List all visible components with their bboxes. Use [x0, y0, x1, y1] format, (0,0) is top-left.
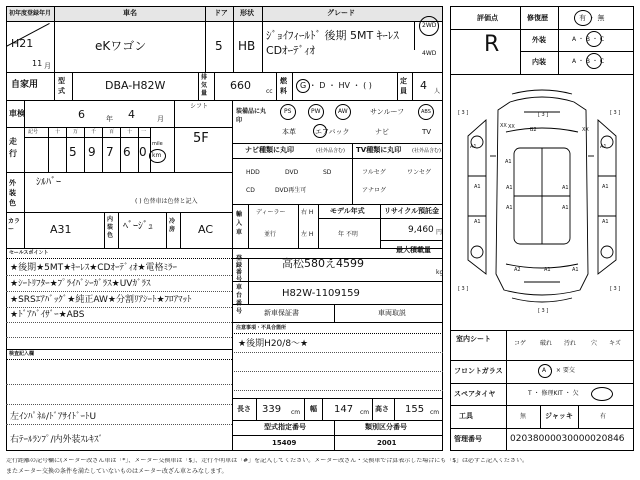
dotted-line — [6, 384, 232, 385]
shift-label: シフト — [190, 103, 209, 110]
damage-mark: A2 — [514, 267, 521, 273]
seat-option: 破れ — [540, 340, 553, 347]
dotted-line — [6, 291, 232, 292]
import-right: 右 H — [301, 209, 314, 216]
class-value: 2001 — [377, 439, 397, 447]
chassis-label: 車台番号 — [236, 284, 243, 315]
dotted-line — [6, 322, 232, 323]
svg-text:[ 3 ]: [ 3 ] — [610, 286, 621, 292]
divider — [24, 100, 25, 248]
divider — [256, 398, 257, 420]
interior-rating-label: 内装 — [532, 58, 546, 66]
equip-sunroof: サンルーフ — [370, 108, 405, 116]
length-label: 長さ — [237, 405, 251, 413]
windshield-value: A ・ × 要交 — [542, 367, 575, 374]
length-value: 339 — [262, 404, 282, 415]
damage-mark: A1 — [505, 159, 512, 165]
divider — [298, 204, 299, 248]
door-count: 5 — [215, 39, 223, 53]
tools-value: 無 — [520, 413, 527, 420]
divider — [6, 212, 232, 213]
navi-item: DVD再生可 — [275, 187, 307, 194]
divider — [520, 51, 634, 52]
navi-item: SD — [323, 169, 332, 176]
reg-month-unit: 月 — [44, 62, 51, 70]
tv-title: TV種類に丸印 — [356, 146, 402, 154]
divider — [166, 212, 167, 248]
exterior-note: ( ) 色替車は色替と記入 — [135, 198, 198, 205]
divider — [232, 158, 443, 159]
windshield-label: フロントガラス — [454, 367, 503, 375]
model-value: DBA-H82W — [105, 79, 166, 92]
shift-value: 5F — [193, 131, 209, 146]
chassis-value: H82W-1109159 — [282, 288, 360, 299]
tv-note: (社外品含む) — [412, 148, 441, 154]
equip-tv: TV — [422, 128, 432, 136]
exterior-value: ｼﾙﾊﾞｰ — [36, 177, 61, 188]
inspector-line: 左ｲﾝﾊﾟﾈﾙ/ﾄﾞｱｻｲﾄﾞｰﾄU — [10, 412, 97, 422]
shape-label: 形状 — [240, 9, 254, 17]
inspection-label: 車検 — [9, 109, 25, 118]
color-label: カラー — [8, 218, 21, 233]
equip-navi: ナビ — [375, 128, 389, 136]
divider — [397, 72, 398, 100]
divider — [232, 398, 443, 399]
divider — [48, 127, 49, 172]
model-year-label: モデル年式 — [330, 207, 365, 215]
divider — [232, 100, 233, 248]
damage-mark: A1 — [474, 184, 481, 190]
equip-pw: PW — [311, 108, 321, 115]
grade-value: ｼﾞｮｲﾌｨｰﾙﾄﾞ 後期 5MT ｷｰﾚｽ CDｵｰﾃﾞｨｵ — [266, 29, 399, 57]
divider — [232, 322, 443, 323]
reg-label: 初年度登録年月 — [9, 10, 52, 17]
mileage-label: 走行 — [9, 137, 17, 158]
mileage-digit: 5 — [69, 145, 77, 159]
divider — [6, 258, 232, 259]
divider — [322, 398, 323, 420]
fuel-value: G ・ D ・ HV ・ ( ) — [300, 81, 372, 90]
width-unit: cm — [360, 409, 370, 416]
divider — [450, 29, 634, 30]
svg-text:[ 3 ]: [ 3 ] — [610, 110, 621, 116]
digit-header: 万 — [73, 129, 79, 135]
displacement-value: 660 — [230, 79, 251, 92]
tv-item: フルセグ — [362, 169, 386, 176]
height-label: 高さ — [375, 405, 389, 413]
divider — [292, 72, 293, 100]
divider — [205, 6, 206, 72]
divider — [248, 258, 249, 304]
divider — [334, 304, 335, 322]
tools-label: 工具 — [459, 412, 473, 420]
divider — [276, 72, 277, 100]
navi-item: DVD — [285, 169, 299, 176]
mgmt-value: 02038000030000020846 — [510, 434, 625, 444]
digit-header: 百 — [109, 129, 115, 135]
divider — [372, 398, 373, 420]
name-label: 車名 — [123, 9, 137, 17]
divider — [352, 143, 353, 204]
divider — [412, 72, 413, 100]
divider — [198, 72, 199, 100]
seat-option: 穴 — [591, 340, 598, 347]
repair-value: 有 ・ 無 — [579, 14, 605, 22]
dotted-line — [232, 390, 443, 391]
divider — [174, 100, 175, 172]
divider — [232, 281, 443, 282]
divider — [450, 405, 634, 406]
damage-mark: A1 — [474, 219, 481, 225]
interior-color-value: ﾍﾞｰｼﾞｭ — [123, 221, 153, 232]
navi-title: ナビ種類に丸印 — [245, 146, 294, 154]
damage-mark: A1 — [506, 185, 513, 191]
divider — [232, 333, 443, 334]
divider — [318, 218, 443, 219]
body-shape: HB — [238, 39, 256, 53]
capacity-unit: 人 — [434, 88, 441, 95]
divider — [450, 383, 634, 384]
damage-mark: XX — [508, 124, 515, 130]
type-value: 15409 — [272, 439, 297, 447]
divider — [380, 204, 381, 248]
car-damage-diagram — [450, 76, 634, 326]
damage-mark: A1 — [562, 205, 569, 211]
inspection-year-unit: 年 — [106, 115, 113, 123]
divider — [6, 172, 232, 173]
model-year-value: 年 不明 — [338, 231, 358, 238]
drive-2wd: 2WD — [422, 22, 437, 29]
divider — [6, 359, 232, 360]
equip-abs: ABS — [421, 109, 431, 115]
exterior-label: 外装色 — [9, 179, 16, 207]
divider — [414, 22, 415, 50]
ac-value: AC — [198, 223, 214, 236]
max-load-label: 最大積載量 — [396, 246, 431, 254]
import-parallel: 並行 — [264, 231, 277, 238]
divider — [120, 127, 121, 172]
ac-label: 冷房 — [169, 218, 176, 233]
spare-label: スペアタイヤ — [454, 390, 496, 398]
sales-point-line: ★ﾄﾞｱﾊﾞｲｻﾞｰ★ABS — [10, 310, 85, 320]
divider — [104, 212, 105, 248]
drive-4wd: 4WD — [422, 50, 437, 57]
divider — [118, 212, 119, 248]
divider — [232, 420, 443, 421]
divider — [54, 72, 55, 100]
interior-color-label: 内装色 — [107, 216, 114, 239]
notes-label: 注意事項・不具合箇所 — [236, 325, 287, 331]
warranty-new: 新車保証書 — [264, 309, 299, 317]
damage-mark: A1 — [470, 144, 477, 150]
damage-mark: A1 — [562, 185, 569, 191]
recycle-label: リサイクル預託金 — [384, 207, 440, 215]
eval-value: R — [484, 32, 500, 57]
car-name: eKワゴン — [95, 39, 147, 53]
damage-mark: A1 — [602, 184, 609, 190]
type-label: 型式指定番号 — [264, 423, 306, 431]
footer-line: 走行距離の記号欄に(メーター改ざん車は「*」、メーター交換車は「$」、走行不明車は「#」を記入してください。メーター改ざん・交換車で合算表示した場合にも「$」は必ずご記入ください。 — [6, 458, 529, 464]
spare-value: T ・ 修理KIT ・ 欠 — [528, 390, 579, 397]
divider — [54, 6, 55, 72]
svg-text:[ 3 ]: [ 3 ] — [458, 110, 469, 116]
inspector-label: 検査記入欄 — [9, 351, 35, 357]
damage-mark: B2 — [530, 127, 537, 133]
exterior-rating-value: A ・ B ・ C — [572, 36, 605, 43]
dotted-line — [6, 307, 232, 308]
dotted-line — [6, 424, 232, 425]
mileage-digit: 9 — [88, 145, 96, 159]
height-unit: cm — [430, 409, 440, 416]
mileage-digit: 6 — [123, 145, 131, 159]
equip-airbag: エアバック — [315, 128, 350, 136]
dotted-line — [232, 371, 443, 372]
divider — [232, 435, 443, 436]
mileage-digit: 0 — [139, 145, 147, 159]
sales-point-line: ★ｼｰﾄﾘﾌﾀｰ★ﾌﾟﾗｲﾊﾞｼｰｶﾞﾗｽ★UVｶﾞﾗｽ — [10, 279, 151, 289]
sales-points-label: セールスポイント — [9, 250, 49, 256]
divider — [380, 240, 443, 241]
displacement-unit: cc — [266, 88, 273, 95]
dotted-line — [6, 404, 232, 405]
divider — [6, 248, 443, 249]
inspection-year: 6 — [78, 108, 85, 121]
divider — [72, 72, 73, 100]
grade-label: グレード — [327, 9, 355, 17]
divider — [304, 398, 305, 420]
divider — [232, 204, 443, 205]
divider — [506, 330, 507, 451]
mgmt-label: 管理番号 — [454, 435, 482, 443]
capacity-label: 定員 — [400, 77, 407, 95]
divider — [232, 304, 443, 305]
width-label: 幅 — [310, 405, 317, 413]
inspection-month-unit: 月 — [157, 115, 164, 123]
import-label: 輸入車 — [236, 211, 243, 236]
exterior-rating-label: 外装 — [532, 36, 546, 44]
footer-line: またメーター交換の条件を満たしていないものはメーター改ざん車とみなします。 — [6, 468, 228, 475]
divider — [214, 72, 215, 100]
width-value: 147 — [334, 404, 354, 415]
divider — [180, 212, 181, 248]
divider — [394, 398, 395, 420]
warranty-manual: 車両取説 — [378, 309, 406, 317]
navi-item: CD — [246, 187, 255, 194]
divider — [84, 127, 85, 172]
mileage-unit-km: km — [152, 152, 162, 159]
equip-leather: 本革 — [282, 128, 296, 136]
seat-option: 汚れ — [564, 340, 577, 347]
model-label: 型式 — [58, 77, 65, 95]
divider — [318, 204, 319, 248]
import-left: 左 H — [301, 231, 314, 238]
interior-seat-label: 室内シート — [456, 335, 491, 343]
sales-point-line: ★後期★5MT★ｷｰﾚｽ★CDｵｰﾃﾞｨｵ★電格ﾐﾗｰ — [10, 263, 178, 273]
spare-circle — [591, 387, 613, 401]
load-unit: kg — [436, 269, 444, 276]
damage-mark: XX — [582, 127, 589, 133]
digit-header: 一 — [141, 129, 147, 135]
damage-mark: A1 — [506, 205, 513, 211]
seat-option: コゲ — [514, 340, 527, 347]
divider — [248, 204, 249, 248]
divider — [66, 127, 67, 172]
length-unit: cm — [291, 409, 301, 416]
use-value: 自家用 — [11, 80, 39, 90]
divider — [450, 330, 634, 331]
recycle-value: 9,460 — [408, 225, 434, 235]
divider — [450, 428, 634, 429]
recycle-unit: 円 — [436, 229, 443, 236]
interior-rating-value: A ・ B ・ C — [572, 58, 605, 65]
door-label: ドア — [214, 9, 228, 17]
divider — [6, 349, 232, 350]
divider — [233, 6, 234, 72]
registration-label: 登録番号 — [236, 255, 243, 283]
divider — [540, 405, 541, 428]
seat-option: キズ — [609, 340, 621, 347]
jack-value: 有 — [600, 413, 607, 420]
capacity-value: 4 — [420, 79, 427, 92]
inspector-line: 右ﾃｰﾙﾗﾝﾌﾟ/内外装ｽﾚｷｽﾞ — [10, 435, 104, 445]
repair-label: 修復歴 — [527, 14, 548, 22]
height-value: 155 — [405, 404, 425, 415]
dotted-line — [232, 352, 443, 353]
damage-mark: A1 — [572, 267, 579, 273]
color-value: A31 — [50, 223, 72, 236]
equipment-label: 装備品に丸印 — [236, 108, 267, 124]
divider — [232, 143, 443, 144]
divider — [150, 127, 151, 172]
svg-text:[ 3 ]: [ 3 ] — [538, 112, 549, 118]
equip-ps: PS — [284, 108, 292, 115]
sales-point-line: ★SRSｴｱﾊﾞｯｸﾞ★純正AW★分割ﾘｱｼｰﾄ★ﾌﾛｱﾏｯﾄ — [10, 295, 192, 305]
digit-header: 記号 — [28, 129, 39, 135]
class-label: 類別区分番号 — [365, 423, 407, 431]
dotted-line — [6, 337, 232, 338]
tv-item: アナログ — [362, 187, 387, 194]
displacement-label: 排気量 — [201, 74, 208, 97]
divider — [262, 6, 263, 72]
notes-value: ★後期H20/8～★ — [238, 339, 309, 349]
dotted-line — [6, 275, 232, 276]
divider — [558, 6, 559, 74]
divider — [450, 360, 634, 361]
reg-month: 11 — [32, 59, 43, 68]
navi-item: HDD — [246, 169, 260, 176]
damage-mark: A1 — [544, 267, 551, 273]
eval-label: 評価点 — [477, 14, 498, 22]
mileage-digit: 7 — [106, 145, 114, 159]
divider — [334, 420, 335, 451]
svg-text:[ 3 ]: [ 3 ] — [538, 308, 549, 314]
digit-header: 十 — [127, 129, 133, 135]
inspection-month: 4 — [128, 108, 135, 121]
svg-text:[ 3 ]: [ 3 ] — [458, 286, 469, 292]
digit-header: 十 — [55, 129, 61, 135]
navi-note: (社外品含む) — [316, 148, 345, 154]
damage-mark: A1 — [600, 144, 607, 150]
divider — [450, 74, 634, 75]
divider — [520, 6, 521, 74]
mileage-unit-mile: mile — [152, 141, 163, 147]
registration-value: 高松580え4599 — [282, 257, 364, 270]
fuel-label: 燃料 — [280, 77, 287, 95]
reg-year: H21 — [11, 37, 34, 50]
divider — [6, 100, 443, 101]
damage-mark: A1 — [602, 219, 609, 225]
digit-header: 千 — [91, 129, 97, 135]
equip-aw: AW — [338, 108, 348, 115]
divider — [578, 405, 579, 428]
damage-mark: XX — [500, 123, 507, 129]
import-dealer: ディーラー — [256, 209, 286, 216]
tv-item: ワンセグ — [407, 169, 432, 176]
divider — [102, 127, 103, 172]
divider — [24, 137, 150, 138]
jack-label: ジャッキ — [545, 412, 573, 420]
divider — [6, 127, 232, 128]
